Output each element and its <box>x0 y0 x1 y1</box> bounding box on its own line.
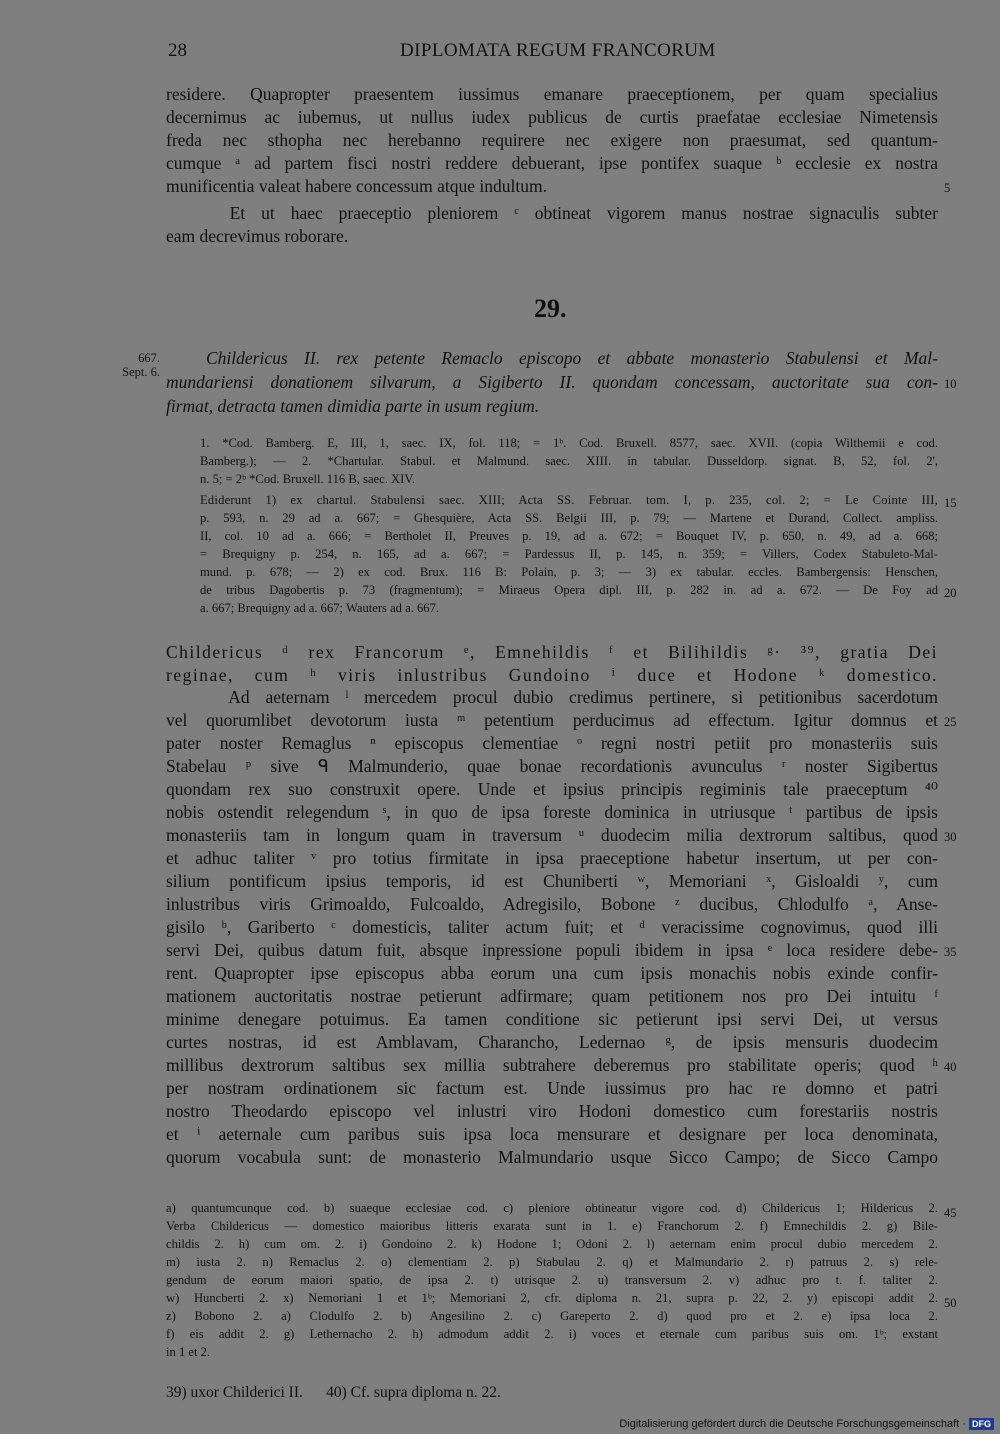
protocol-line: reginae, cum ʰ viris inlustribus Gundoino ⁱ duce et Hodone ᵏ domestico. <box>166 665 938 685</box>
witness-line: Bamberg.); — 2. *Chartular. Stabul. et Malmund. saec. XIII. in tabular. Dusseldorp. signat. B, 52, fol. 2', <box>200 454 938 468</box>
page-number: 28 <box>168 40 187 61</box>
margin-date-year: 667. <box>138 351 160 365</box>
line-number: 50 <box>944 1296 957 1310</box>
apparatus-line: m) iusta 2. n) Remaclus 2. o) clementiam 2. p) Stabulau 2. q) et Malmundario 2. r) patruus 2. s) rele- <box>166 1255 938 1269</box>
line-number: 5 <box>944 181 951 195</box>
apparatus-line: gendum de eorum maiori spatio, de ipsa 2. t) utrisque 2. u) transversum 2. v) adhuc pro t. f. taliter 2. <box>166 1273 938 1287</box>
witness-line: 1. *Cod. Bamberg. E, III, 1, saec. IX, fol. 118; = 1ᵇ. Cod. Bruxell. 8577, saec. XVII. (copia Wilthemii e cod. <box>200 436 938 450</box>
editions-line: a. 667; Brequigny ad a. 667; Wauters ad a. 667. <box>200 601 440 615</box>
margin-date-day: Sept. 6. <box>122 365 160 379</box>
text-line: quondam rex suo construxit opere. Unde et ipsius principis regiminis tale praeceptum ⁴⁰ <box>166 779 938 799</box>
editions-line: p. 593, n. 29 ad a. 667; = Ghesquière, Acta SS. Belgii III, p. 79; — Martene et Durand, Collect. ampliss. <box>200 511 938 525</box>
text-line: gisilo ᵇ, Gariberto ᶜ domesticis, taliter actum fuit; et ᵈ veracissime cognovimus, quod illi <box>166 917 938 937</box>
apparatus-line: f) eis addit 2. g) Lethernacho 2. h) admodum addit 2. i) voces et eternale cum paribus suis om. 1ᵇ; exstant <box>166 1327 938 1341</box>
line-number: 20 <box>944 586 957 600</box>
apparatus-line: Verba Childericus — domestico maioribus litteris exarata sunt in 1. e) Franchorum 2. f) Emnechildis 2. g) Bile- <box>166 1219 938 1233</box>
line-number: 15 <box>944 496 957 510</box>
running-title: DIPLOMATA REGUM FRANCORUM <box>400 40 716 61</box>
text-line: Ad aeternam ˡ mercedem procul dubio credimus pertinere, si petitionibus sacerdotum <box>166 687 938 707</box>
text-line: decernimus ac iubemus, ut nullus iudex publicus de curtis praefatae ecclesiae Nimetensis <box>166 107 938 127</box>
line-number: 40 <box>944 1060 957 1074</box>
text-line: rent. Quapropter ipse episcopus abba eorum una cum ipsis monachis nobis exinde confir- <box>166 963 938 983</box>
editions-line: mund. p. 678; — 2) ex cod. Brux. 116 B: Polain, p. 3; — 3) ex tabular. eccles. Bambergensis: Henschen, <box>200 565 938 579</box>
summary-line: mundariensi donationem silvarum, a Sigiberto II. quondam concessam, auctoritate sua con- <box>166 372 938 392</box>
protocol-line: Childericus ᵈ rex Francorum ᵉ, Emnehildis ᶠ et Bilihildis ᵍ· ³⁹, gratia Dei <box>166 642 938 662</box>
witness-line: n. 5; = 2ᵇ *Cod. Bruxell. 116 B, saec. XIV. <box>200 472 415 486</box>
dfg-logo: DFG <box>969 1418 994 1430</box>
text-line: mationem auctoritatis nostrae petierunt adfirmare; quam petitionem nos pro Dei intuitu ᶠ <box>166 986 938 1006</box>
summary-line: firmat, detracta tamen dimidia parte in usum regium. <box>166 396 540 416</box>
text-line: et ⁱ aeternale cum paribus suis ipsa loca mensurare et designare per loca denominata, <box>166 1124 938 1144</box>
apparatus-line: childis 2. h) cum om. 2. i) Gondoino 2. k) Hodone 1; Odoni 2. l) aeternam enim procul dubio mercedem 2. <box>166 1237 938 1251</box>
line-number: 35 <box>944 945 957 959</box>
text-line: eam decrevimus roborare. <box>166 226 349 246</box>
text-line: pater noster Remaglus ⁿ episcopus clementiae ᵒ regni nostri petiit pro monasteriis suis <box>166 733 938 753</box>
apparatus-line: w) Huncberti 2. x) Nemoriani 1 et 1ᵇ; Memoriani 2, cfr. diploma n. 21, supra p. 22, 2. y) episcopi addit 2. <box>166 1291 938 1305</box>
document-number: 29. <box>534 294 567 323</box>
apparatus-line: in 1 et 2. <box>166 1345 211 1359</box>
text-line: quorum vocabula sunt: de monasterio Malmundario usque Sicco Campo; de Sicco Campo <box>166 1147 938 1167</box>
editions-line: = Brequigny p. 254, n. 165, ad a. 667; = Pardessus II, p. 145, n. 359; = Villers, Codex Stabuleto-Mal- <box>200 547 938 561</box>
text-line: et adhuc taliter ᵛ pro totius firmitate in ipsa praeceptione habetur insertum, ut per con- <box>166 848 938 868</box>
digitization-credit <box>619 1418 994 1430</box>
credit-text: Digitalisierung gefördert durch die Deutsche Forschungsgemeinschaft · <box>619 1417 966 1430</box>
text-line: nostro Theodardo episcopo vel inlustri viro Hodoni domestico cum forestariis nostris <box>166 1101 938 1121</box>
text-line: Stabelau ᵖ sive ᑫ Malmunderio, quae bonae recordationis avunculus ʳ noster Sigibertus <box>166 756 938 776</box>
summary-line: Childericus II. rex petente Remaclo episcopo et abbate monasterio Stabulensi et Mal- <box>206 348 938 368</box>
line-number: 25 <box>944 715 957 729</box>
text-line: curtes nostras, id est Amblavam, Charancho, Ledernao ᵍ, de ipsis mensuris duodecim <box>166 1032 938 1052</box>
historical-notes: 39) uxor Childerici II. 40) Cf. supra diploma n. 22. <box>166 1384 501 1401</box>
apparatus-line: z) Bobono 2. a) Clodulfo 2. b) Angesilino 2. c) Gareperto 2. d) quod pro et 2. e) ipsa loca 2. <box>166 1309 938 1323</box>
text-line: nobis ostendit relegendum ˢ, in quo de ipsa foreste dominica in utriusque ᵗ partibus de ipsis <box>166 802 938 822</box>
text-line: freda nec sthopha nec herebanno requirere nec exigere non praesumat, sed quantum- <box>166 130 938 150</box>
line-number: 45 <box>944 1206 957 1220</box>
text-line: minime denegare potuimus. Ea tamen conditione sic petierunt ipsi servi Dei, ut versus <box>166 1009 938 1029</box>
text-line: per nostram ordinationem sic factum est. Unde iussimus pro hac re domno et patri <box>166 1078 938 1098</box>
text-line: inlustribus viris Grimoaldo, Fulcoaldo, Adregisilo, Bobone ᶻ ducibus, Chlodulfo ᵃ, Anse- <box>166 894 938 914</box>
text-line: vel quorumlibet devotorum iusta ᵐ petentium perducimus ad effectum. Igitur domnus et <box>166 710 938 730</box>
text-line: Et ut haec praeceptio pleniorem ᶜ obtineat vigorem manus nostrae signaculis subter <box>166 203 938 223</box>
line-number: 30 <box>944 830 957 844</box>
text-line: millibus dextrorum saltibus sex millia subtrahere deberemus pro stabilitate operis; quod ʰ <box>166 1055 938 1075</box>
line-number: 10 <box>944 377 957 391</box>
apparatus-line: a) quantumcunque cod. b) suaeque ecclesiae cod. c) pleniore obtineatur vigore cod. d) Childericus 1; Hildericus 2. <box>166 1201 938 1215</box>
editions-line: de tribus Dagobertis p. 73 (fragmentum); = Miraeus Opera dipl. III, p. 282 in. ad a. 672. — De Foy ad <box>200 583 938 597</box>
text-line: munificentia valeat habere concessum atque indultum. <box>166 176 547 196</box>
text-line: silium pontificum ipsius temporis, id est Chuniberti ʷ, Memoriani ˣ, Gisloaldi ʸ, cum <box>166 871 938 891</box>
text-line: servi Dei, quibus datum fuit, absque inpressione populi ibidem in ipsa ᵉ loca residere debe- <box>166 940 938 960</box>
editions-line: Ediderunt 1) ex chartul. Stabulensi saec. XIII; Acta SS. Februar. tom. I, p. 235, col. 2; = Le Cointe III, <box>200 493 938 507</box>
text-line: monasteriis tam in longum quam in traversum ᵘ duodecim milia dextrorum saltibus, quod <box>166 825 938 845</box>
margin-date <box>108 351 160 379</box>
text-line: cumque ᵃ ad partem fisci nostri reddere debuerant, ipse pontifex suaque ᵇ ecclesie ex nostra <box>166 153 938 173</box>
editions-line: II, col. 10 ad a. 666; = Bertholet II, Preuves p. 19, ad a. 672; = Bouquet IV, p. 650, n. 49, ad a. 668; <box>200 529 938 543</box>
text-line: residere. Quapropter praesentem iussimus emanare praeceptionem, per quam specialius <box>166 84 938 104</box>
